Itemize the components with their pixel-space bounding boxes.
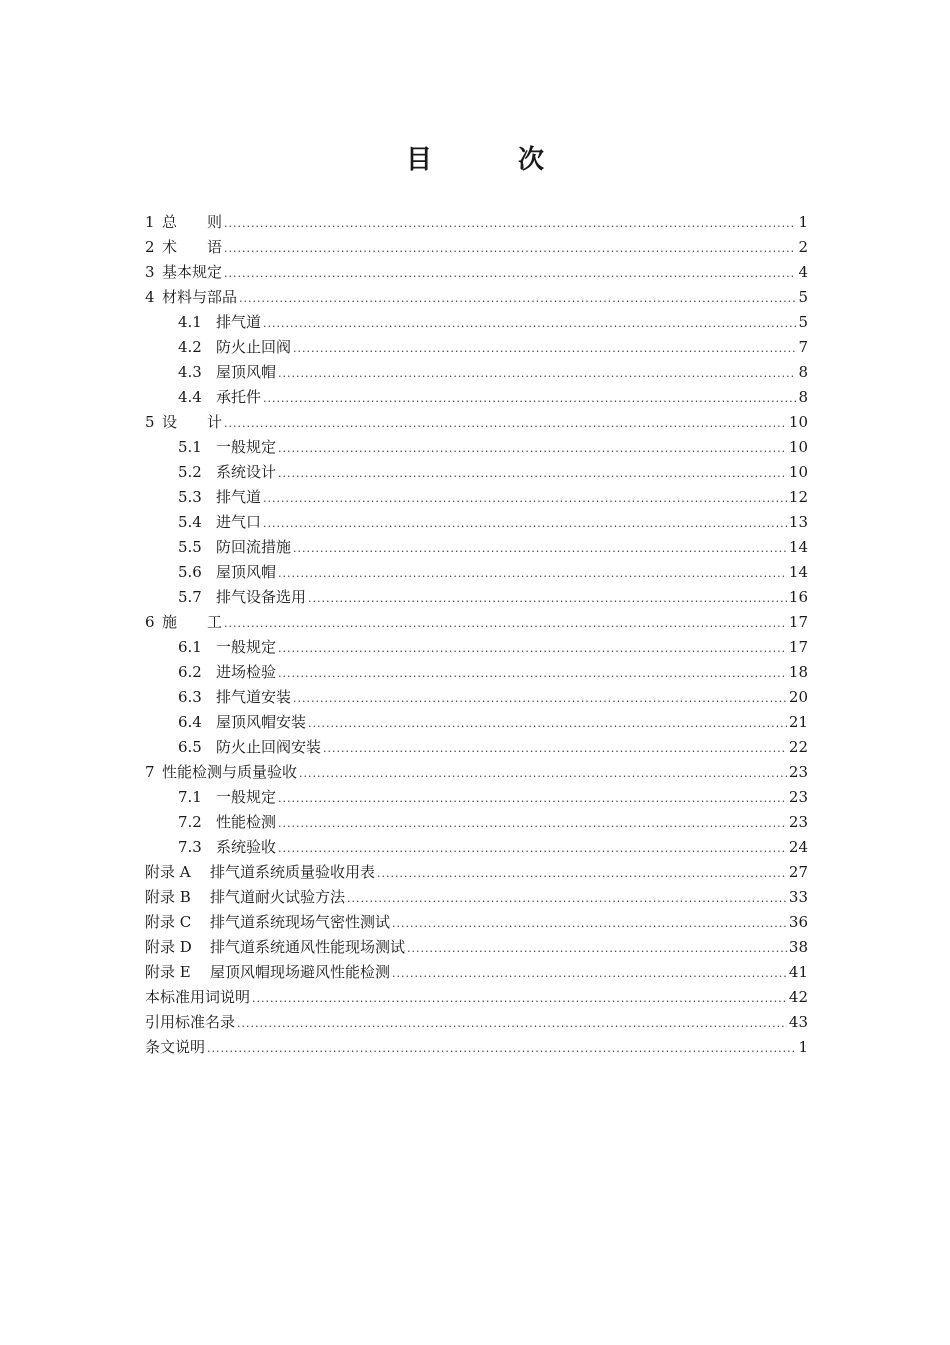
toc-entry-title: 性能检测 <box>216 813 277 831</box>
toc-entry-title: 排气道 <box>216 313 262 331</box>
toc-entry-title: 引用标准名录 <box>145 1013 236 1031</box>
dot-leader <box>237 1011 787 1036</box>
dot-leader <box>407 936 787 961</box>
toc-entry[interactable] <box>145 635 808 660</box>
toc-entry-title: 一般规定 <box>216 438 277 456</box>
toc-entry-page-number: 27 <box>788 863 808 881</box>
dot-leader <box>299 761 787 786</box>
toc-entry[interactable] <box>145 235 808 260</box>
toc-entry-title: 屋顶风帽安装 <box>216 713 307 731</box>
toc-entry[interactable] <box>145 285 808 310</box>
toc-entry[interactable] <box>145 860 808 885</box>
toc-entry[interactable] <box>145 385 808 410</box>
toc-entry-page-number: 8 <box>798 363 808 381</box>
toc-entry-title: 术 语 <box>162 238 223 256</box>
toc-entry-page-number: 2 <box>798 238 808 256</box>
toc-entry[interactable] <box>145 485 808 510</box>
toc-entry[interactable] <box>145 435 808 460</box>
toc-entry-title: 施 工 <box>162 613 223 631</box>
dot-leader <box>278 561 787 586</box>
toc-entry-page-number: 21 <box>788 713 808 731</box>
dot-leader <box>347 886 787 911</box>
dot-leader <box>293 686 787 711</box>
toc-entry-number: 5.6 <box>178 563 202 581</box>
dot-leader <box>263 311 796 336</box>
toc-entry[interactable] <box>145 335 808 360</box>
toc-entry[interactable] <box>145 660 808 685</box>
toc-entry-page-number: 7 <box>798 338 808 356</box>
toc-entry-number: 6.3 <box>178 688 202 706</box>
toc-entry-title: 一般规定 <box>216 638 277 656</box>
dot-leader <box>278 461 787 486</box>
toc-entry-number: 6.5 <box>178 738 202 756</box>
toc-entry-title: 排气设备选用 <box>216 588 307 606</box>
toc-entry[interactable] <box>145 310 808 335</box>
table-of-contents <box>145 210 808 1060</box>
toc-entry-title: 防火止回阀安装 <box>216 738 322 756</box>
toc-entry-number: 4.2 <box>178 338 202 356</box>
toc-entry[interactable] <box>145 710 808 735</box>
dot-leader <box>293 336 796 361</box>
toc-entry[interactable] <box>145 835 808 860</box>
dot-leader <box>278 661 787 686</box>
toc-entry[interactable] <box>145 785 808 810</box>
toc-entry-number: 4.3 <box>178 363 202 381</box>
dot-leader <box>293 536 787 561</box>
toc-entry-number: 1 <box>145 213 155 231</box>
toc-entry-title: 进场检验 <box>216 663 277 681</box>
dot-leader <box>224 236 796 261</box>
toc-entry-page-number: 8 <box>798 388 808 406</box>
toc-entry-title: 系统验收 <box>216 838 277 856</box>
toc-entry-title: 屋顶风帽 <box>216 363 277 381</box>
toc-entry-page-number: 23 <box>788 813 808 831</box>
toc-entry-page-number: 36 <box>788 913 808 931</box>
toc-entry[interactable] <box>145 685 808 710</box>
toc-entry-page-number: 14 <box>788 563 808 581</box>
toc-entry-title: 一般规定 <box>216 788 277 806</box>
toc-entry-page-number: 5 <box>798 313 808 331</box>
toc-entry-number: 5.4 <box>178 513 202 531</box>
toc-entry[interactable] <box>145 460 808 485</box>
toc-entry-page-number: 23 <box>788 763 808 781</box>
toc-entry[interactable] <box>145 810 808 835</box>
toc-entry-number: 附录 E <box>145 963 191 981</box>
toc-entry-page-number: 17 <box>788 638 808 656</box>
toc-entry-title: 排气道系统质量验收用表 <box>210 863 376 881</box>
toc-entry-page-number: 1 <box>798 213 808 231</box>
dot-leader <box>377 861 787 886</box>
toc-entry-number: 5.7 <box>178 588 202 606</box>
dot-leader <box>278 636 787 661</box>
toc-entry[interactable] <box>145 885 808 910</box>
toc-entry-page-number: 22 <box>788 738 808 756</box>
toc-entry-title: 系统设计 <box>216 463 277 481</box>
toc-entry-number: 5.3 <box>178 488 202 506</box>
toc-entry[interactable] <box>145 985 808 1010</box>
toc-entry-number: 5.2 <box>178 463 202 481</box>
toc-entry[interactable] <box>145 760 808 785</box>
toc-entry-title: 排气道安装 <box>216 688 292 706</box>
toc-entry-number: 5 <box>145 413 155 431</box>
toc-entry-title: 总 则 <box>162 213 223 231</box>
toc-entry-page-number: 10 <box>788 438 808 456</box>
toc-entry-page-number: 10 <box>788 413 808 431</box>
toc-entry-title: 性能检测与质量验收 <box>162 763 298 781</box>
toc-entry-page-number: 41 <box>788 963 808 981</box>
dot-leader <box>263 386 796 411</box>
toc-entry[interactable] <box>145 935 808 960</box>
toc-entry[interactable] <box>145 910 808 935</box>
toc-entry-page-number: 20 <box>788 688 808 706</box>
dot-leader <box>252 986 787 1011</box>
toc-entry[interactable] <box>145 1035 808 1060</box>
dot-leader <box>224 211 796 236</box>
toc-entry-number: 7 <box>145 763 155 781</box>
toc-entry-title: 材料与部品 <box>162 288 238 306</box>
toc-entry-number: 5.1 <box>178 438 202 456</box>
toc-entry-page-number: 10 <box>788 463 808 481</box>
dot-leader <box>224 411 787 436</box>
toc-entry-number: 6.1 <box>178 638 202 656</box>
toc-entry-title: 承托件 <box>216 388 262 406</box>
dot-leader <box>239 286 796 311</box>
toc-entry-number: 附录 D <box>145 938 192 956</box>
dot-leader <box>392 961 787 986</box>
toc-entry-title: 排气道系统现场气密性测试 <box>210 913 391 931</box>
toc-entry-page-number: 12 <box>788 488 808 506</box>
toc-entry-page-number: 13 <box>788 513 808 531</box>
toc-entry-title: 防火止回阀 <box>216 338 292 356</box>
dot-leader <box>263 511 787 536</box>
dot-leader <box>323 736 787 761</box>
dot-leader <box>278 361 796 386</box>
toc-entry[interactable] <box>145 510 808 535</box>
toc-entry[interactable] <box>145 1010 808 1035</box>
toc-entry-number: 6.4 <box>178 713 202 731</box>
toc-entry-page-number: 33 <box>788 888 808 906</box>
toc-entry-page-number: 24 <box>788 838 808 856</box>
dot-leader <box>308 711 787 736</box>
toc-entry-page-number: 23 <box>788 788 808 806</box>
toc-entry[interactable] <box>145 735 808 760</box>
toc-entry-page-number: 17 <box>788 613 808 631</box>
dot-leader <box>392 911 787 936</box>
toc-entry-page-number: 1 <box>798 1038 808 1056</box>
toc-entry-number: 3 <box>145 263 155 281</box>
dot-leader <box>207 1036 796 1061</box>
toc-entry-number: 7.1 <box>178 788 202 806</box>
toc-entry[interactable] <box>145 610 808 635</box>
toc-entry[interactable] <box>145 410 808 435</box>
dot-leader <box>308 586 787 611</box>
toc-entry-page-number: 43 <box>788 1013 808 1031</box>
toc-entry-title: 防回流措施 <box>216 538 292 556</box>
toc-entry-number: 附录 C <box>145 913 192 931</box>
dot-leader <box>278 436 787 461</box>
toc-entry-page-number: 14 <box>788 538 808 556</box>
toc-entry-number: 4 <box>145 288 155 306</box>
toc-entry[interactable] <box>145 960 808 985</box>
toc-entry[interactable] <box>145 260 808 285</box>
toc-entry-number: 7.2 <box>178 813 202 831</box>
dot-leader <box>278 786 787 811</box>
toc-entry-number: 2 <box>145 238 155 256</box>
toc-entry-number: 4.4 <box>178 388 202 406</box>
page-title: 目 次 <box>405 145 574 175</box>
toc-entry-page-number: 5 <box>798 288 808 306</box>
dot-leader <box>224 611 787 636</box>
toc-entry-number: 附录 A <box>145 863 191 881</box>
toc-entry-number: 5.5 <box>178 538 202 556</box>
toc-entry-number: 4.1 <box>178 313 202 331</box>
toc-entry-title: 屋顶风帽 <box>216 563 277 581</box>
toc-entry[interactable] <box>145 360 808 385</box>
toc-entry-page-number: 42 <box>788 988 808 1006</box>
toc-entry-title: 条文说明 <box>145 1038 206 1056</box>
toc-entry-title: 排气道耐火试验方法 <box>210 888 346 906</box>
toc-entry-title: 屋顶风帽现场避风性能检测 <box>210 963 391 981</box>
toc-entry-page-number: 18 <box>788 663 808 681</box>
dot-leader <box>224 261 796 286</box>
dot-leader <box>278 811 787 836</box>
toc-entry-page-number: 16 <box>788 588 808 606</box>
toc-entry[interactable] <box>145 585 808 610</box>
toc-entry-page-number: 4 <box>798 263 808 281</box>
dot-leader <box>278 836 787 861</box>
toc-entry[interactable] <box>145 210 808 235</box>
toc-entry[interactable] <box>145 535 808 560</box>
toc-entry-number: 6 <box>145 613 155 631</box>
toc-entry-number: 6.2 <box>178 663 202 681</box>
toc-entry-number: 附录 B <box>145 888 191 906</box>
toc-entry[interactable] <box>145 560 808 585</box>
toc-entry-title: 进气口 <box>216 513 262 531</box>
toc-entry-title: 设 计 <box>162 413 223 431</box>
toc-entry-title: 本标准用词说明 <box>145 988 251 1006</box>
toc-entry-title: 排气道系统通风性能现场测试 <box>210 938 406 956</box>
toc-entry-page-number: 38 <box>788 938 808 956</box>
toc-entry-title: 基本规定 <box>162 263 223 281</box>
dot-leader <box>263 486 787 511</box>
toc-entry-title: 排气道 <box>216 488 262 506</box>
toc-entry-number: 7.3 <box>178 838 202 856</box>
